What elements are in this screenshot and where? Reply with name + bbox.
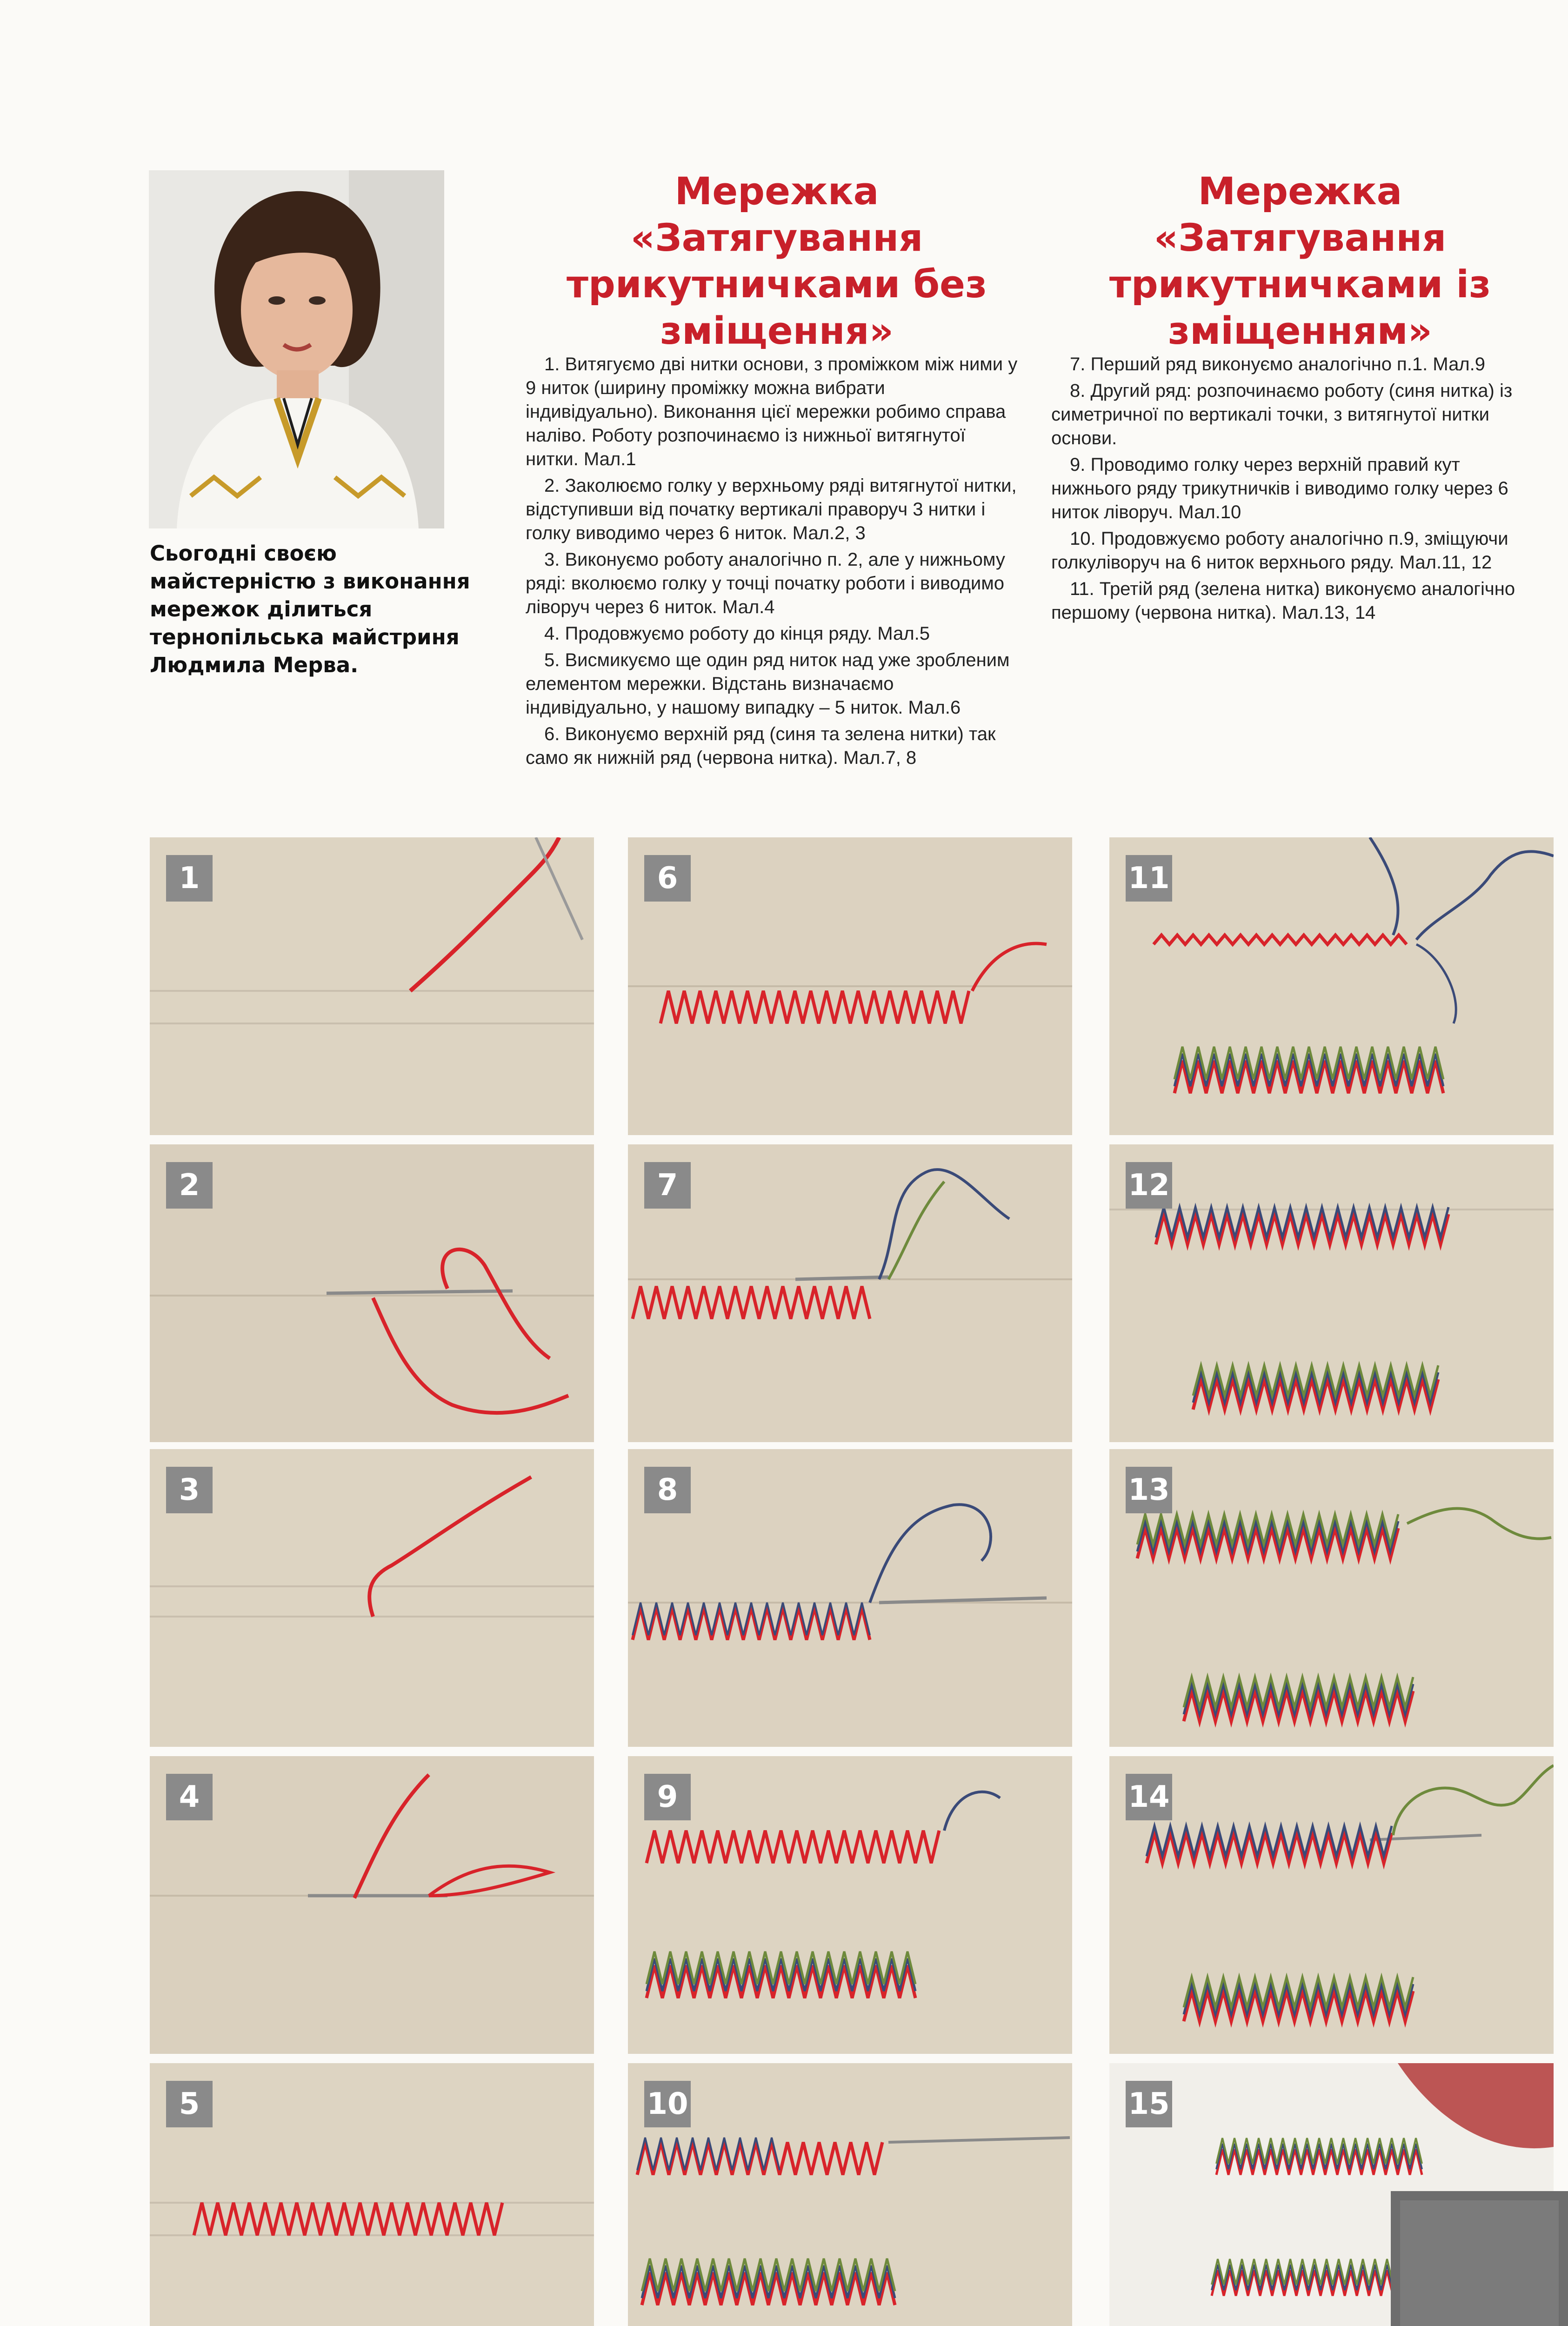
step-photo-5	[150, 2063, 594, 2326]
instruction-step: 9. Проводимо голку через верхній правий кут нижнього ряду трикутничків і виводимо голку через 6 ниток ліворуч. Мал.10	[1051, 455, 1508, 522]
step-number-badge: 14	[1126, 1774, 1172, 1820]
instruction-step: 2. Заколюємо голку у верхньому ряді витягнутої нитки, відступивши від початку вертикалі праворуч 3 нитки і голку виводимо через 6 ниток. Мал.2, 3	[526, 475, 1017, 543]
step-number-badge: 11	[1126, 855, 1172, 902]
step-number-badge: 8	[644, 1467, 691, 1513]
section2-title: Мережка «Затягування трикутничками із зміщенням»	[1109, 170, 1491, 353]
step-number-badge: 2	[166, 1162, 213, 1209]
step-number-badge: 12	[1126, 1162, 1172, 1209]
step-number-badge: 9	[644, 1774, 691, 1820]
portrait-photo	[149, 170, 444, 528]
step-number-badge: 7	[644, 1162, 691, 1209]
author-caption: Сьогодні своєю майстерністю з виконання мережок ділиться тернопільська майстриня Людмила Мерва.	[150, 541, 470, 677]
instruction-step: 11. Третій ряд (зелена нитка) виконуємо аналогічно першому (червона нитка). Мал.13, 14	[1051, 579, 1515, 623]
step-photo-2	[150, 1144, 594, 1442]
step-photo-1	[150, 837, 594, 1135]
step-photo-3	[150, 1449, 594, 1747]
instruction-step: 5. Висмикуємо ще один ряд ниток над уже зробленим елементом мережки. Відстань визначаємо індивідуально, у нашому випадку – 5 ниток. Мал.6	[526, 650, 1010, 718]
step-photo-14	[1109, 1756, 1554, 2054]
step-photo-4	[150, 1756, 594, 2054]
instruction-step: 3. Виконуємо роботу аналогічно п. 2, але у нижньому ряді: вколюємо голку у точці початку роботи і виводимо ліворуч через 6 ниток. Мал.4	[526, 549, 1005, 617]
section1-title: Мережка «Затягування трикутничками без зміщення»	[566, 170, 988, 353]
instruction-step: 4. Продовжуємо роботу до кінця ряду. Мал.5	[544, 623, 930, 644]
step-photo-11	[1109, 837, 1554, 1135]
instruction-step: 7. Перший ряд виконуємо аналогічно п.1. Мал.9	[1070, 354, 1486, 374]
instruction-step: 8. Другий ряд: розпочинаємо роботу (синя нитка) із симетричної по вертикалі точки, з витягнутої нитки основи.	[1051, 381, 1513, 448]
instruction-step: 10. Продовжуємо роботу аналогічно п.9, зміщуючи голкуліворуч на 6 ниток верхнього ряду. Мал.11, 12	[1051, 528, 1508, 573]
instruction-step: 1. Витягуємо дві нитки основи, з проміжком між ними у 9 ниток (ширину проміжку можна вибрати індивідуально). Виконання цієї мережки робимо справа наліво. Роботу розпочинаємо із нижньої витягнутої нитки. Мал.1	[526, 354, 1018, 469]
step-number-badge: 10	[644, 2081, 691, 2127]
step-photo-12	[1109, 1144, 1554, 1442]
section2-instructions	[1051, 353, 1544, 628]
step-number-badge: 4	[166, 1774, 213, 1820]
step-number-badge: 1	[166, 855, 213, 902]
watermark-logo	[1391, 2191, 1568, 2326]
step-number-badge: 6	[644, 855, 691, 902]
instruction-step: 6. Виконуємо верхній ряд (синя та зелена нитки) так само як нижній ряд (червона нитка). Мал.7, 8	[526, 724, 996, 768]
section1-instructions	[526, 353, 1019, 773]
step-number-badge: 5	[166, 2081, 213, 2127]
step-number-badge: 15	[1126, 2081, 1172, 2127]
step-photo-6	[628, 837, 1072, 1135]
step-number-badge: 13	[1126, 1467, 1172, 1513]
step-photo-9	[628, 1756, 1072, 2054]
step-photo-7	[628, 1144, 1072, 1442]
step-photo-10	[628, 2063, 1072, 2326]
step-photo-13	[1109, 1449, 1554, 1747]
step-photo-8	[628, 1449, 1072, 1747]
step-number-badge: 3	[166, 1467, 213, 1513]
